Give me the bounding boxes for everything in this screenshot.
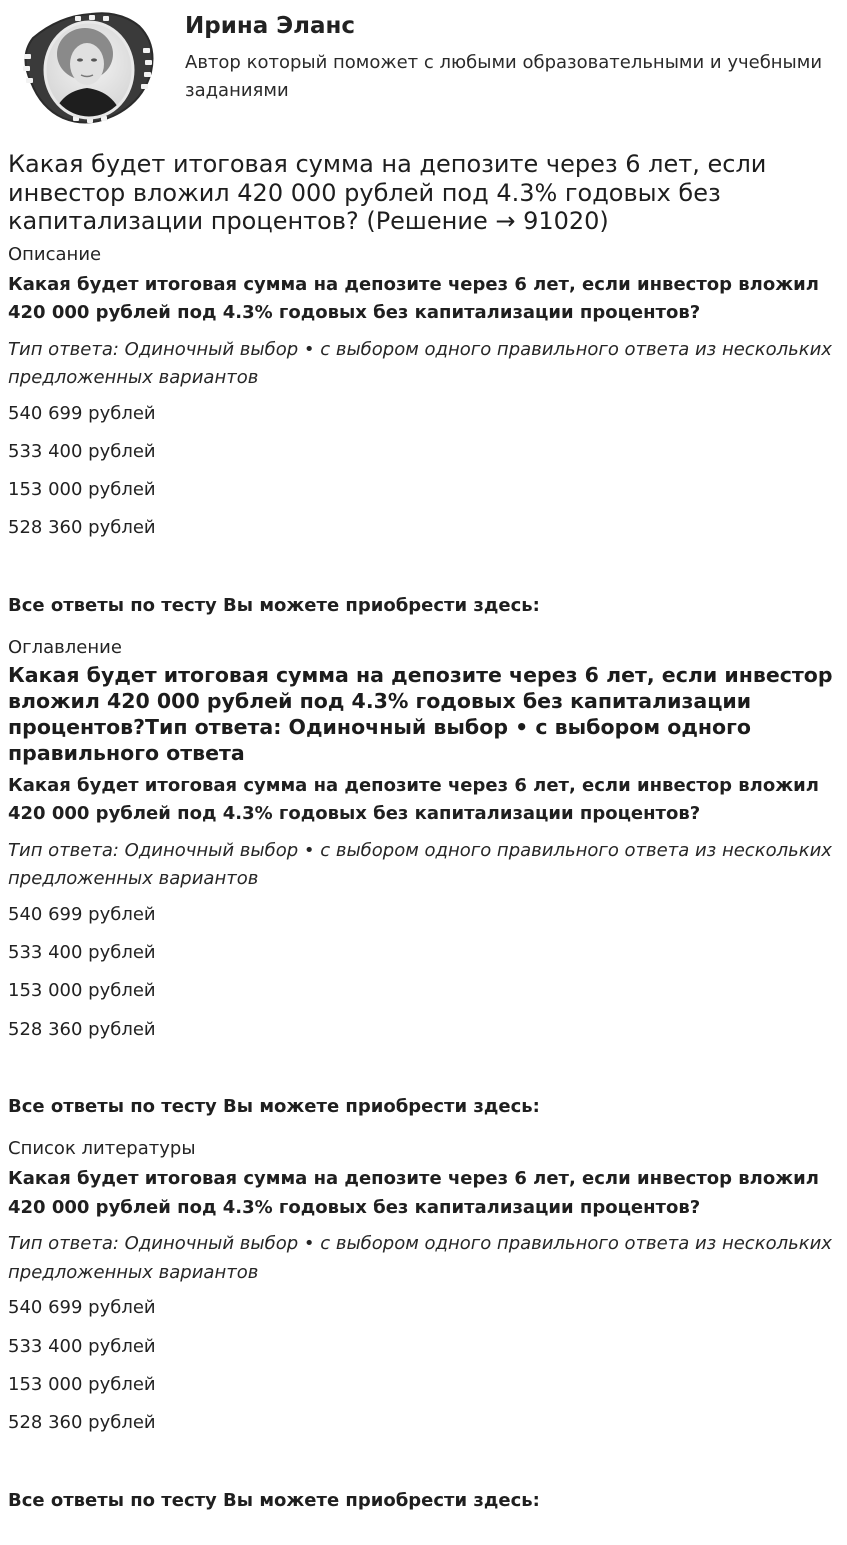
question-text: Какая будет итоговая сумма на депозите через 6 лет, если инвестор вложил 420 000 рублей под 4.3% годовых без капитализации процентов? <box>8 1168 819 1218</box>
answer-option: 153 000 рублей <box>8 980 156 1002</box>
question-text: Какая будет итоговая сумма на депозите через 6 лет, если инвестор вложил 420 000 рублей под 4.3% годовых без капитализации процентов? <box>8 273 819 323</box>
description-section <box>8 243 839 620</box>
answer-option: 528 360 рублей <box>8 1412 156 1434</box>
answer-option: 540 699 рублей <box>8 1297 156 1319</box>
author-name[interactable]: Ирина Эланс <box>185 13 356 39</box>
answer-option: 153 000 рублей <box>8 479 156 501</box>
author-avatar[interactable] <box>15 8 159 128</box>
author-card <box>8 0 839 140</box>
buy-answers-note: Все ответы по тесту Вы можете приобрести здесь: <box>8 1096 540 1118</box>
answer-option: 540 699 рублей <box>8 402 156 424</box>
contents-section <box>8 636 839 1121</box>
answer-option: 528 360 рублей <box>8 517 156 539</box>
buy-answers-note: Все ответы по тесту Вы можете приобрести здесь: <box>8 1489 540 1511</box>
answer-options <box>8 1294 839 1437</box>
answer-options <box>8 400 839 543</box>
answer-type-text: Тип ответа: Одиночный выбор • с выбором одного правильного ответа из нескольких предложенных вариантов <box>8 338 832 388</box>
answer-type-text: Тип ответа: Одиночный выбор • с выбором одного правильного ответа из нескольких предложенных вариантов <box>8 1233 832 1283</box>
answer-option: 528 360 рублей <box>8 1018 156 1040</box>
answer-options <box>8 901 839 1044</box>
page-title: Какая будет итоговая сумма на депозите через 6 лет, если инвестор вложил 420 000 рублей под 4.3% годовых без капитализации процентов? (Решение → 91020) <box>8 150 767 235</box>
question-text: Какая будет итоговая сумма на депозите через 6 лет, если инвестор вложил 420 000 рублей под 4.3% годовых без капитализации процентов? <box>8 774 819 825</box>
answer-option: 533 400 рублей <box>8 1335 156 1357</box>
answer-option: 153 000 рублей <box>8 1373 156 1395</box>
answer-option: 533 400 рублей <box>8 440 156 462</box>
author-description: Автор который поможет с любыми образовательными и учебными заданиями <box>185 52 823 101</box>
answer-type-text: Тип ответа: Одиночный выбор • с выбором одного правильного ответа из нескольких предложенных вариантов <box>8 839 832 890</box>
contents-heading: Какая будет итоговая сумма на депозите через 6 лет, если инвестор вложил 420 000 рублей под 4.3% годовых без капитализации процентов?Тип ответа: Одиночный выбор • с выбором одного правильного ответа <box>8 662 833 765</box>
section-label-description: Описание <box>8 243 102 265</box>
buy-answers-note: Все ответы по тесту Вы можете приобрести здесь: <box>8 594 540 616</box>
answer-option: 533 400 рублей <box>8 942 156 964</box>
section-label-references: Список литературы <box>8 1138 196 1160</box>
section-label-contents: Оглавление <box>8 636 122 658</box>
references-section <box>8 1137 839 1514</box>
answer-option: 540 699 рублей <box>8 903 156 925</box>
